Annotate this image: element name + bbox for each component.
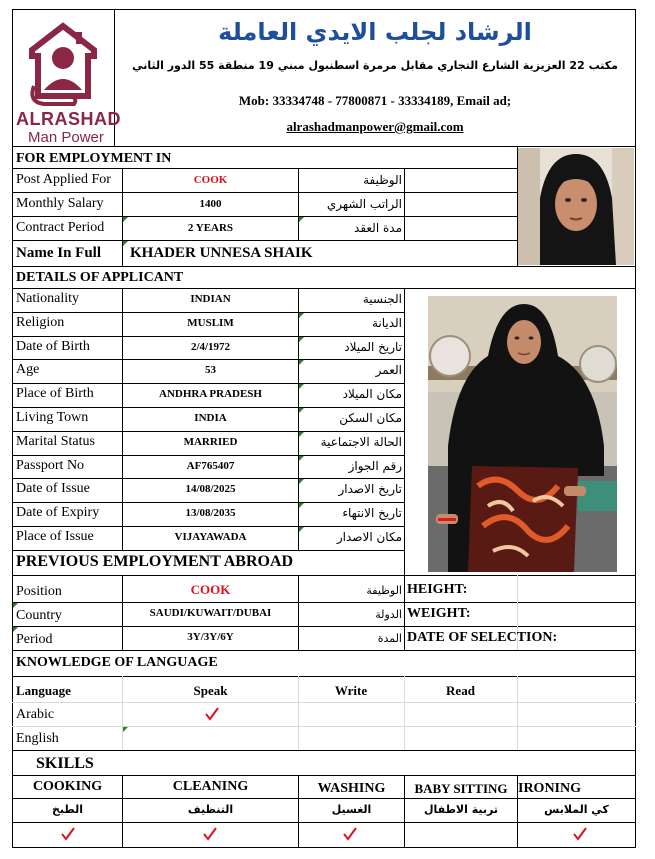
prev-country-value: SAUDI/KUWAIT/DUBAI [149, 607, 272, 619]
prev-country-label-ar: الدولة [375, 608, 402, 621]
cleaning-check-icon [202, 826, 218, 842]
applicant-field-value: MUSLIM [187, 317, 234, 329]
applicant-field-value: 14/08/2025 [185, 483, 236, 495]
skill-babysitting-label: BABY SITTING [414, 781, 508, 796]
post-applied-label-ar: الوظيفة [363, 173, 402, 187]
applicant-full-photo [428, 296, 617, 572]
applicant-field-label: Date of Expiry [16, 505, 100, 520]
company-logo [14, 12, 121, 146]
prev-period-label: Period [16, 632, 53, 647]
prev-period-value: 3Y/3Y/6Y [187, 631, 234, 643]
skill-cleaning-label: CLEANING [172, 779, 249, 794]
company-phones: Mob: 33334748 - 77800871 - 33334189, Email ad; [238, 93, 512, 108]
applicant-field-value: VIJAYAWADA [174, 531, 247, 543]
previous-section-title: PREVIOUS EMPLOYMENT ABROAD [16, 553, 294, 570]
contract-period-label-ar: مدة العقد [354, 221, 402, 235]
speak-header: Speak [193, 683, 228, 698]
washing-check-icon [342, 826, 358, 842]
applicant-field-label: Place of Birth [16, 386, 94, 401]
language-english-label: English [16, 731, 59, 746]
skill-ironing-label: IRONING [518, 781, 582, 796]
skill-ironing-label-ar: كي الملابس [544, 803, 609, 816]
applicant-field-label: Nationality [16, 291, 79, 306]
post-applied-value: COOK [193, 174, 228, 186]
applicant-field-value: INDIAN [190, 293, 231, 305]
applicant-field-label-ar: تاريخ الميلاد [344, 340, 402, 354]
prev-position-label: Position [16, 584, 62, 599]
company-title-arabic: الرشاد لجلب الايدي العاملة [218, 18, 532, 46]
applicant-field-label: Living Town [16, 410, 89, 425]
applicant-field-label-ar: الجنسية [362, 292, 402, 306]
monthly-salary-label-ar: الراتب الشهري [326, 197, 402, 211]
contract-period-label: Contract Period [16, 220, 105, 235]
applicant-field-value: 13/08/2035 [185, 507, 236, 519]
applicant-field-label-ar: رقم الجواز [348, 459, 402, 473]
prev-period-label-ar: المدة [377, 632, 402, 645]
full-name-label: Name In Full [16, 245, 102, 261]
applicant-portrait-photo [518, 148, 634, 265]
company-address-arabic: مكتب 22 العزيزية الشارع التجاري مقابل مرمرة اسطنبول مبني 19 منطقة 55 الدور الثاني [132, 59, 618, 72]
applicant-field-value: INDIA [194, 412, 227, 424]
applicant-field-label-ar: تاريخ الاصدار [338, 482, 402, 496]
skill-babysitting-label-ar: تربية الاطفال [423, 803, 498, 816]
monthly-salary-value: 1400 [199, 198, 222, 210]
ironing-check-icon [572, 826, 588, 842]
skill-cooking-label-ar: الطبخ [51, 803, 84, 816]
skill-washing-label-ar: الغسيل [331, 803, 372, 816]
read-header: Read [446, 683, 475, 698]
employment-section-title: FOR EMPLOYMENT IN [16, 151, 172, 166]
language-header: Language [16, 683, 71, 698]
applicant-field-label-ar: مكان الاصدار [336, 530, 402, 544]
skills-section-title: SKILLS [36, 755, 94, 772]
applicant-field-label-ar: تاريخ الانتهاء [342, 506, 402, 520]
weight-label: WEIGHT: [407, 606, 471, 621]
full-name-value: KHADER UNNESA SHAIK [130, 245, 313, 261]
date-of-selection-label: DATE OF SELECTION: [407, 630, 558, 645]
prev-country-label: Country [16, 608, 62, 623]
applicant-field-label: Date of Birth [16, 339, 90, 354]
applicant-field-label-ar: الحالة الاجتماعية [320, 435, 402, 449]
skill-cooking-label: COOKING [32, 779, 103, 794]
language-arabic-label: Arabic [16, 707, 55, 722]
post-applied-label: Post Applied For [16, 172, 111, 187]
applicant-field-label-ar: مكان السكن [339, 411, 402, 425]
skill-cleaning-label-ar: التنظيف [187, 803, 234, 816]
monthly-salary-label: Monthly Salary [16, 196, 104, 211]
height-label: HEIGHT: [407, 582, 468, 597]
logo-emblem-icon [14, 12, 112, 112]
applicant-field-label: Religion [16, 315, 65, 330]
logo-name: ALRASHAD [16, 109, 121, 129]
arabic-speak-check-icon [204, 706, 220, 722]
applicant-field-label: Date of Issue [16, 481, 90, 496]
applicant-field-label: Place of Issue [16, 529, 94, 544]
company-email[interactable]: alrashadmanpower@gmail.com [286, 119, 464, 134]
prev-position-label-ar: الوظيفة [366, 584, 402, 597]
applicant-field-label: Age [16, 362, 40, 377]
applicant-field-value: AF765407 [186, 460, 235, 472]
applicant-field-label-ar: العمر [375, 363, 402, 377]
applicant-field-value: MARRIED [183, 436, 238, 448]
cooking-check-icon [60, 826, 76, 842]
logo-subtitle: Man Power [28, 129, 104, 146]
applicant-field-value: 53 [205, 364, 216, 376]
applicant-field-label-ar: مكان الميلاد [342, 387, 402, 401]
write-header: Write [334, 683, 368, 698]
applicant-field-label-ar: الديانة [371, 316, 402, 330]
contract-period-value: 2 YEARS [187, 222, 234, 234]
prev-position-value: COOK [190, 582, 231, 597]
skill-washing-label: WASHING [317, 781, 386, 796]
language-section-title: KNOWLEDGE OF LANGUAGE [16, 655, 218, 670]
applicant-field-value: 2/4/1972 [190, 341, 231, 353]
applicant-field-value: ANDHRA PRADESH [159, 388, 262, 400]
applicant-field-label: Passport No [16, 458, 85, 473]
applicant-field-label: Marital Status [16, 434, 95, 449]
applicant-section-title: DETAILS OF APPLICANT [16, 270, 184, 285]
